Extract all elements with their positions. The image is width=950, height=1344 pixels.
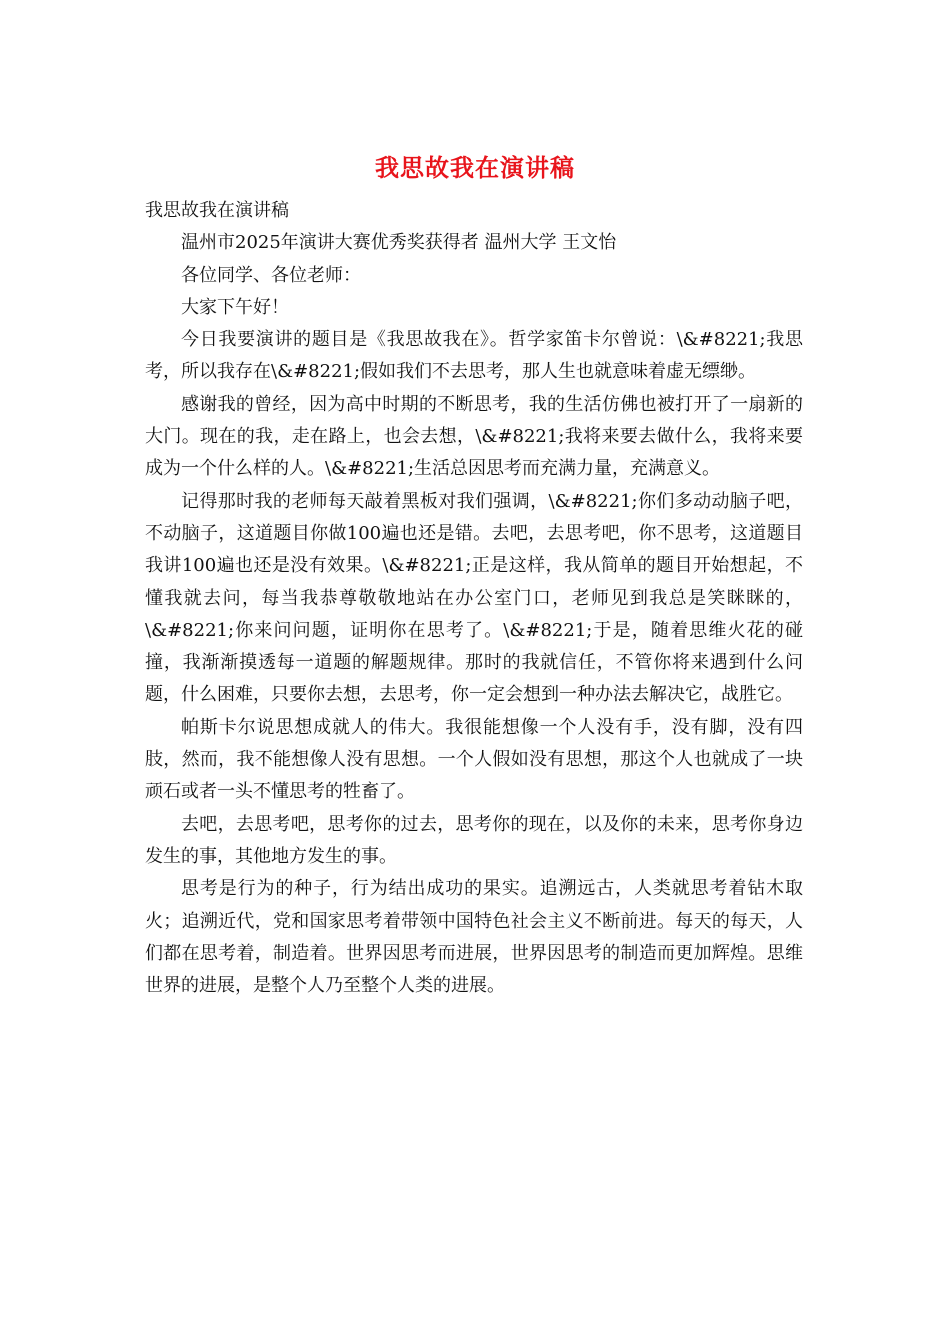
paragraph-intro: 今日我要演讲的题目是《我思故我在》。哲学家笛卡尔曾说：\&#8221;我思考，所以我存在\&#8221;假如我们不去思考，那人生也就意味着虚无缥缈。 (145, 329, 803, 383)
paragraph-greeting: 各位同学、各位老师： (181, 264, 361, 286)
paragraph-pascal: 帕斯卡尔说思想成就人的伟大。我很能想像一个人没有手，没有脚，没有四肢，然而，我不能想像人没有思想。一个人假如没有思想，那这个人也就成了一块顽石或者一头不懂思考的牲畜了。 (145, 716, 803, 803)
paragraph-salutation: 大家下午好！ (181, 296, 289, 318)
paragraph-author: 温州市2025年演讲大赛优秀奖获得者 温州大学 王文怡 (181, 232, 617, 254)
paragraph-gratitude: 感谢我的曾经，因为高中时期的不断思考，我的生活仿佛也被打开了一扇新的大门。现在的我，走在路上，也会去想，\&#8221;我将来要去做什么，我将来要成为一个什么样的人。\&#8221;生活总因思考而充满力量，充满意义。 (145, 393, 803, 480)
paragraph-conclusion: 思考是行为的种子，行为结出成功的果实。追溯远古，人类就思考着钻木取火；追溯近代，党和国家思考着带领中国特色社会主义不断前进。每天的每天，人们都在思考着，制造着。世界因思考而进展，世界因思考的制造而更加辉煌。思维世界的进展，是整个人乃至整个人类的进展。 (145, 878, 803, 997)
document-title: 我思故我在演讲稿 (375, 153, 575, 182)
paragraph-teacher: 记得那时我的老师每天敲着黑板对我们强调，\&#8221;你们多动动脑子吧，不动脑子，这道题目你做100遍也还是错。去吧，去思考吧，你不思考，这道题目我讲100遍也还是没有效果。\&#8221;正是这样，我从简单的题目开始想起，不懂我就去问，每当我恭尊敬敬地站在办公室门口，老师见到我总是笑眯眯的，\&#8221;你来问问题，证明你在思考了。\&#8221;于是，随着思维火花的碰撞，我渐渐摸透每一道题的解题规律。那时的我就信任，不管你将来遇到什么问题，什么困难，只要你去想，去思考，你一定会想到一种办法去解决它，战胜它。 (145, 490, 803, 706)
paragraph-go-think: 去吧，去思考吧，思考你的过去，思考你的现在，以及你的未来，思考你身边发生的事，其他地方发生的事。 (145, 813, 803, 867)
document-body (145, 195, 803, 1002)
paragraph-heading: 我思故我在演讲稿 (145, 200, 289, 221)
